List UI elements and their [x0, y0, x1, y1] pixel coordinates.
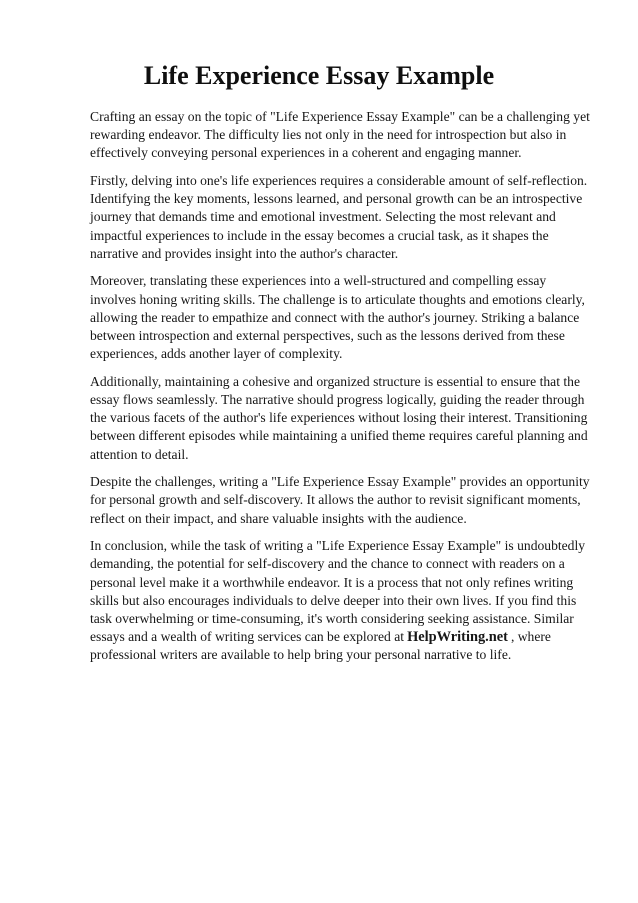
conclusion-text-end: , where professional writers are available to help bring your personal narrative to life.: [90, 629, 551, 663]
paragraph-opportunity: Despite the challenges, writing a "Life Experience Essay Example" provides an opportunity for personal growth and self-discovery. It allows the author to revisit significant moments, reflect on their impact, and share valuable insights with the audience.: [90, 474, 590, 526]
paragraph-structure: Additionally, maintaining a cohesive and organized structure is essential to ensure that the essay flows seamlessly. The narrative should progress logically, guiding the reader through the various facets of the author's life experiences without losing their interest. Transitioning between different episodes while maintaining a unified theme requires careful planning and attention to detail.: [90, 373, 588, 462]
paragraph-conclusion: [90, 537, 592, 664]
document-title: Life Experience Essay Example: [143, 61, 495, 90]
paragraph-self-reflection: Firstly, delving into one's life experiences requires a considerable amount of self-reflection. Identifying the key moments, lessons learned, and personal growth can be an introspective journey that demands time and emotional investment. Selecting the most relevant and impactful experiences to include in the essay becomes a crucial task, as it shapes the narrative and provides insight into the author's character.: [90, 173, 588, 261]
paragraph-writing-skills: Moreover, translating these experiences into a well-structured and compelling essay involves honing writing skills. The challenge is to articulate thoughts and emotions clearly, allowing the reader to empathize and connect with the author's journey. Striking a balance between introspection and external perspectives, such as the lessons derived from these experiences, adds another layer of complexity.: [90, 273, 585, 362]
conclusion-text: In conclusion, while the task of writing a "Life Experience Essay Example" is undoubtedly demanding, the potential for self-discovery and the chance to connect with readers on a personal level make it a worthwhile endeavor. It is a process that not only refines writing skills but also encourages individuals to delve deeper into their own lives. If you find this task overwhelming or time-consuming, it's worth considering seeking assistance. Similar essays and a wealth of writing services can be explored at: [90, 538, 586, 645]
paragraph-intro: Crafting an essay on the topic of "Life Experience Essay Example" can be a challenging yet rewarding endeavor. The difficulty lies not only in the need for introspection but also in effectively conveying personal experiences in a coherent and engaging manner.: [90, 109, 590, 161]
helpwriting-link[interactable]: HelpWriting.net: [407, 629, 508, 646]
